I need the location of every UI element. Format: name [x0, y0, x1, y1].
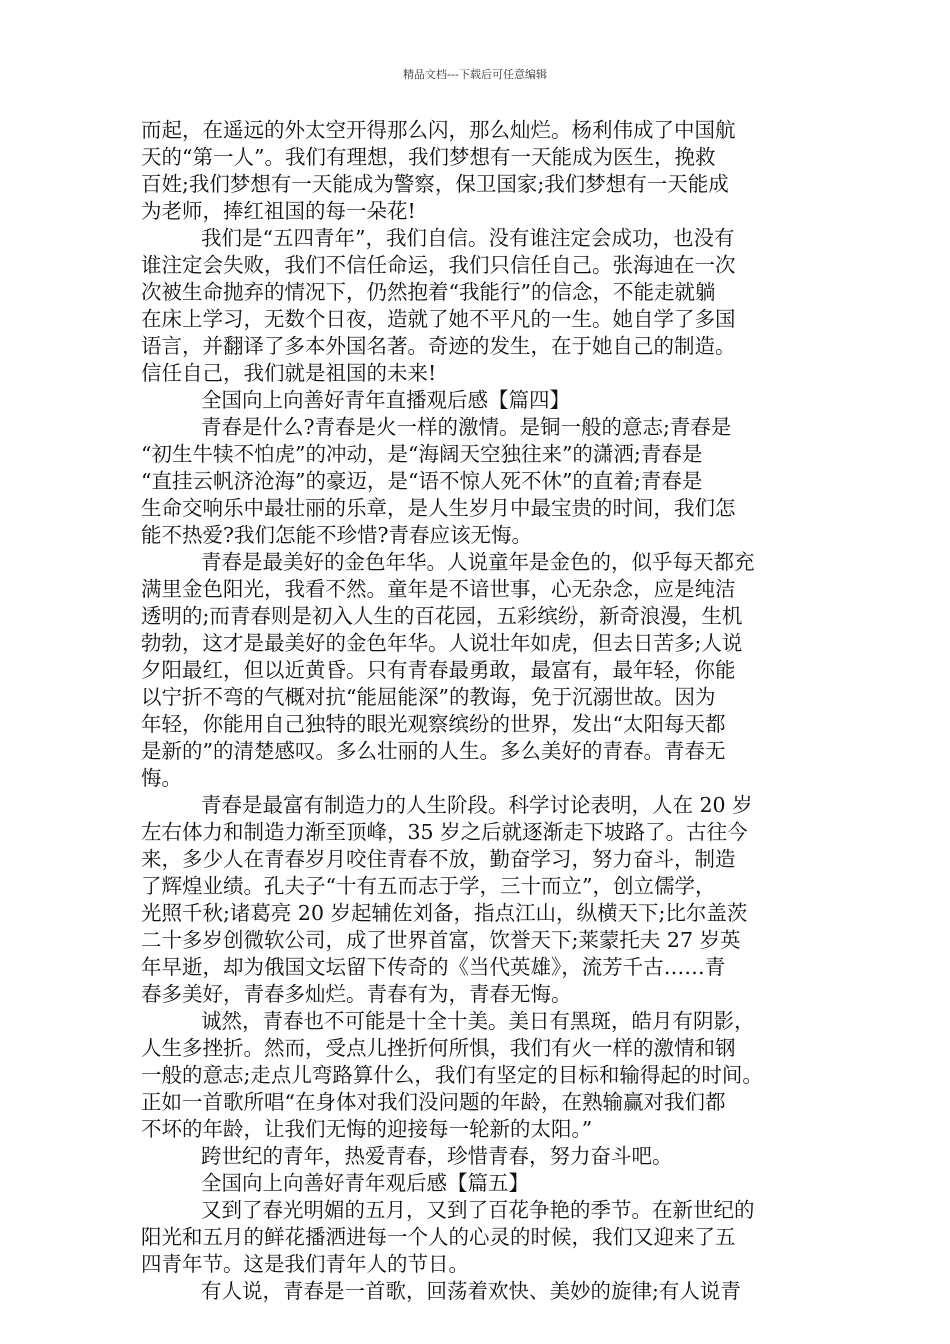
text-line: 跨世纪的青年，热爱青春，珍惜青春，努力奋斗吧。 — [201, 1144, 673, 1168]
text-line: 为老师，捧红祖国的每一朵花! — [141, 199, 416, 223]
text-line: 年轻，你能用自己独特的眼光观察缤纷的世界，发出“太阳每天都 — [141, 712, 726, 736]
text-line: 正如一首歌所唱“在身体对我们没问题的年龄，在熟输赢对我们都 — [141, 1090, 726, 1114]
text-line: 诚然，青春也不可能是十全十美。美日有黑斑，皓月有阴影， — [201, 1009, 755, 1033]
text-line: 在床上学习，无数个日夜，造就了她不平凡的一生。她自学了多国 — [141, 307, 736, 331]
text-line: 信任自己，我们就是祖国的未来! — [141, 361, 437, 385]
page-header: 精品文档---下载后可任意编辑 — [403, 68, 547, 81]
text-line: 了辉煌业绩。孔夫子“十有五而志于学，三十而立”，创立儒学， — [141, 874, 716, 898]
text-line: 透明的;而青春则是初入人生的百花园，五彩缤纷，新奇浪漫，生机 — [141, 604, 743, 628]
text-line: 春多美好，青春多灿烂。青春有为，青春无悔。 — [141, 982, 572, 1006]
text-line: 来，多少人在青春岁月咬住青春不放，勤奋学习，努力奋斗，制造 — [141, 847, 736, 871]
text-line: 百姓;我们梦想有一天能成为警察，保卫国家;我们梦想有一天能成 — [141, 172, 729, 196]
text-line: 四青年节。这是我们青年人的节日。 — [141, 1252, 469, 1276]
text-line: 能不热爱?我们怎能不珍惜?青春应该无悔。 — [141, 523, 532, 547]
text-line: 是新的”的清楚感叹。多么壮丽的人生。多么美好的青春。青春无 — [141, 739, 726, 763]
text-line: 全国向上向善好青年观后感【篇五】 — [201, 1171, 529, 1195]
text-line: 有人说，青春是一首歌，回荡着欢快、美妙的旋律;有人说青 — [201, 1279, 741, 1303]
text-line: “直挂云帆济沧海”的豪迈，是“语不惊人死不休”的直着;青春是 — [141, 469, 703, 493]
text-line: 全国向上向善好青年直播观后感【篇四】 — [201, 388, 570, 412]
text-line: 一般的意志;走点儿弯路算什么，我们有坚定的目标和输得起的时间。 — [141, 1063, 763, 1087]
text-line: 青春是最富有制造力的人生阶段。科学讨论表明，人在 20 岁 — [201, 793, 753, 817]
text-line: 不坏的年龄，让我们无悔的迎接每一轮新的太阳。” — [141, 1117, 593, 1141]
text-line: 天的“第一人”。我们有理想，我们梦想有一天能成为医生，挽救 — [141, 145, 716, 169]
text-line: 青春是最美好的金色年华。人说童年是金色的，似乎每天都充 — [201, 550, 755, 574]
text-line: “初生牛犊不怕虎”的冲动，是“海阔天空独往来”的潇洒;青春是 — [141, 442, 703, 466]
text-line: 悔。 — [141, 766, 182, 790]
text-line: 光照千秋;诸葛亮 20 岁起辅佐刘备，指点江山，纵横天下;比尔盖茨 — [141, 901, 748, 925]
text-line: 青春是什么?青春是火一样的激情。是铜一般的意志;青春是 — [201, 415, 732, 439]
text-line: 我们是“五四青年”，我们自信。没有谁注定会成功，也没有 — [201, 226, 735, 250]
text-line: 勃勃，这才是最美好的金色年华。人说壮年如虎，但去日苦多;人说 — [141, 631, 743, 655]
text-line: 夕阳最红，但以近黄昏。只有青春最勇敢，最富有，最年轻，你能 — [141, 658, 736, 682]
text-line: 次被生命抛弃的情况下，仍然抱着“我能行”的信念，不能走就躺 — [141, 280, 716, 304]
text-line: 人生多挫折。然而，受点儿挫折何所惧，我们有火一样的激情和钢 — [141, 1036, 736, 1060]
text-line: 生命交响乐中最壮丽的乐章，是人生岁月中最宝贵的时间，我们怎 — [141, 496, 736, 520]
text-line: 满里金色阳光，我看不然。童年是不谙世事，心无杂念，应是纯洁 — [141, 577, 736, 601]
document-body — [141, 117, 841, 1305]
text-line: 阳光和五月的鲜花播洒进每一个人的心灵的时候，我们又迎来了五 — [141, 1225, 736, 1249]
text-line: 语言，并翻译了多本外国名著。奇迹的发生，在于她自己的制造。 — [141, 334, 736, 358]
text-line: 左右体力和制造力渐至顶峰，35 岁之后就逐渐走下坡路了。古往今 — [141, 820, 748, 844]
text-line: 谁注定会失败，我们不信任命运，我们只信任自己。张海迪在一次 — [141, 253, 736, 277]
text-line: 二十多岁创微软公司，成了世界首富，饮誉天下;莱蒙托夫 27 岁英 — [141, 928, 741, 952]
text-line: 又到了春光明媚的五月，又到了百花争艳的季节。在新世纪的 — [201, 1198, 755, 1222]
text-line: 以宁折不弯的气概对抗“能屈能深”的教诲，免于沉溺世故。因为 — [141, 685, 716, 709]
text-line: 而起，在遥远的外太空开得那么闪，那么灿烂。杨利伟成了中国航 — [141, 118, 736, 142]
text-line: 年早逝，却为俄国文坛留下传奇的《当代英雄》，流芳千古……青 — [141, 955, 726, 979]
